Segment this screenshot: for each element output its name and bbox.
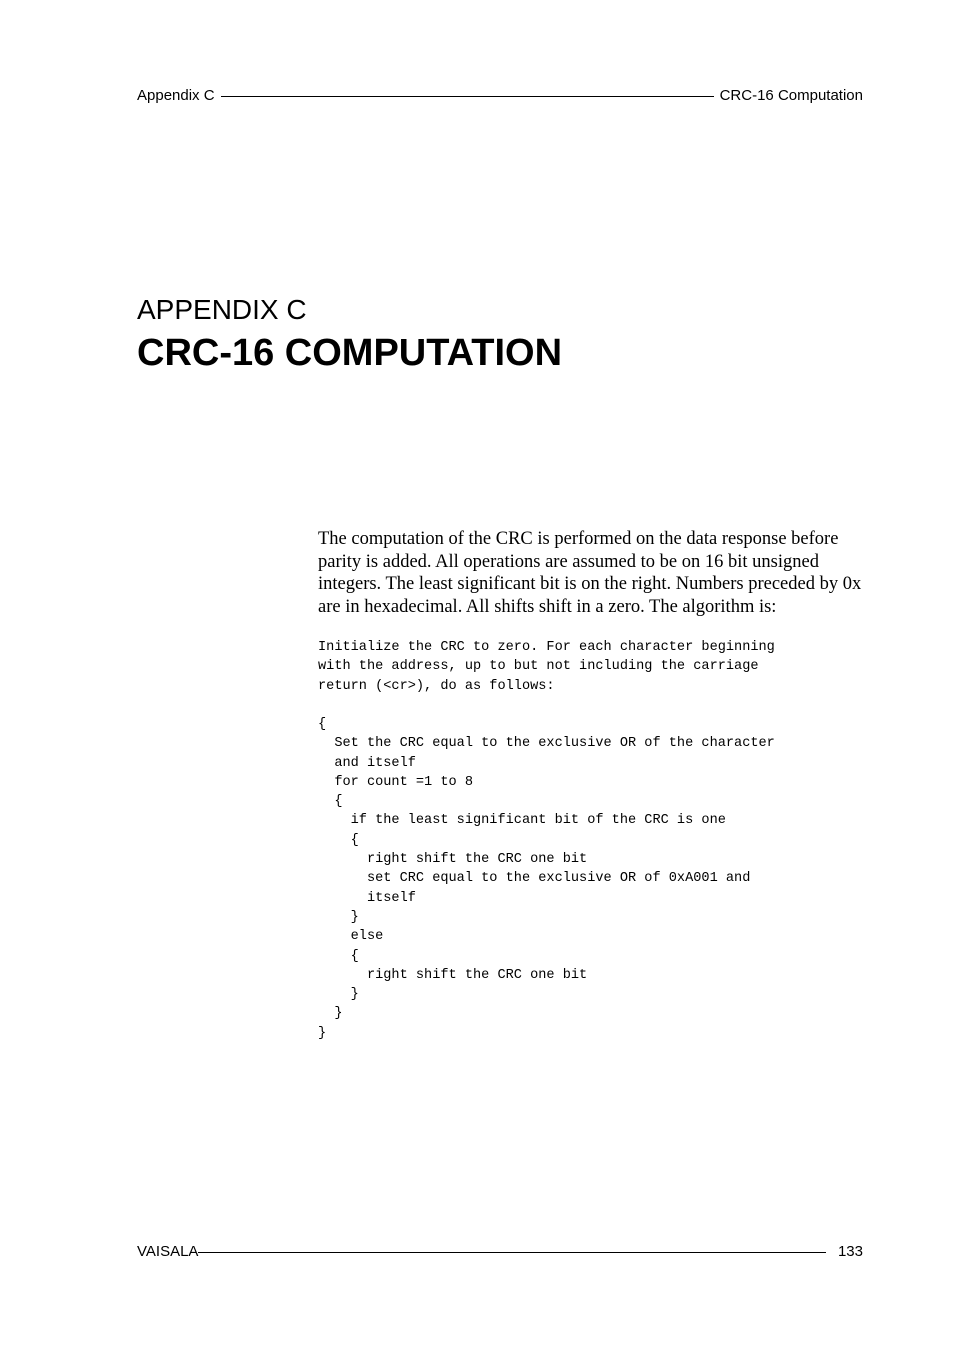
footer-left: VAISALA: [137, 1243, 199, 1260]
algorithm-code-block: { Set the CRC equal to the exclusive OR of the character and itself for count =1 to 8 { if the least significant bit of the CRC is one { right shift the CRC one bit set CRC equal to the exclusive OR of 0xA001 and itself } else { right shift the CRC one bit } } }: [318, 717, 775, 1041]
header-left: Appendix C: [137, 87, 215, 104]
running-footer: [137, 1243, 863, 1260]
code-intro: Initialize the CRC to zero. For each character beginning with the address, up to but not including the carriage return (<cr>), do as follows:: [318, 640, 775, 694]
page-number: 133: [837, 1243, 863, 1260]
header-right: CRC-16 Computation: [719, 87, 863, 104]
footer-rule: [198, 1252, 826, 1253]
appendix-label: APPENDIX C: [137, 294, 307, 325]
appendix-title: CRC-16 COMPUTATION: [137, 332, 563, 374]
running-header: [137, 87, 863, 104]
header-rule: [221, 96, 714, 97]
intro-paragraph: The computation of the CRC is performed on the data response before parity is added. All operations are assumed to be on 16 bit unsigned integers. The least significant bit is on the right. Numbers preceded by 0x are in hexadecimal. All shifts shift in a zero. The algorithm is:: [318, 529, 862, 617]
